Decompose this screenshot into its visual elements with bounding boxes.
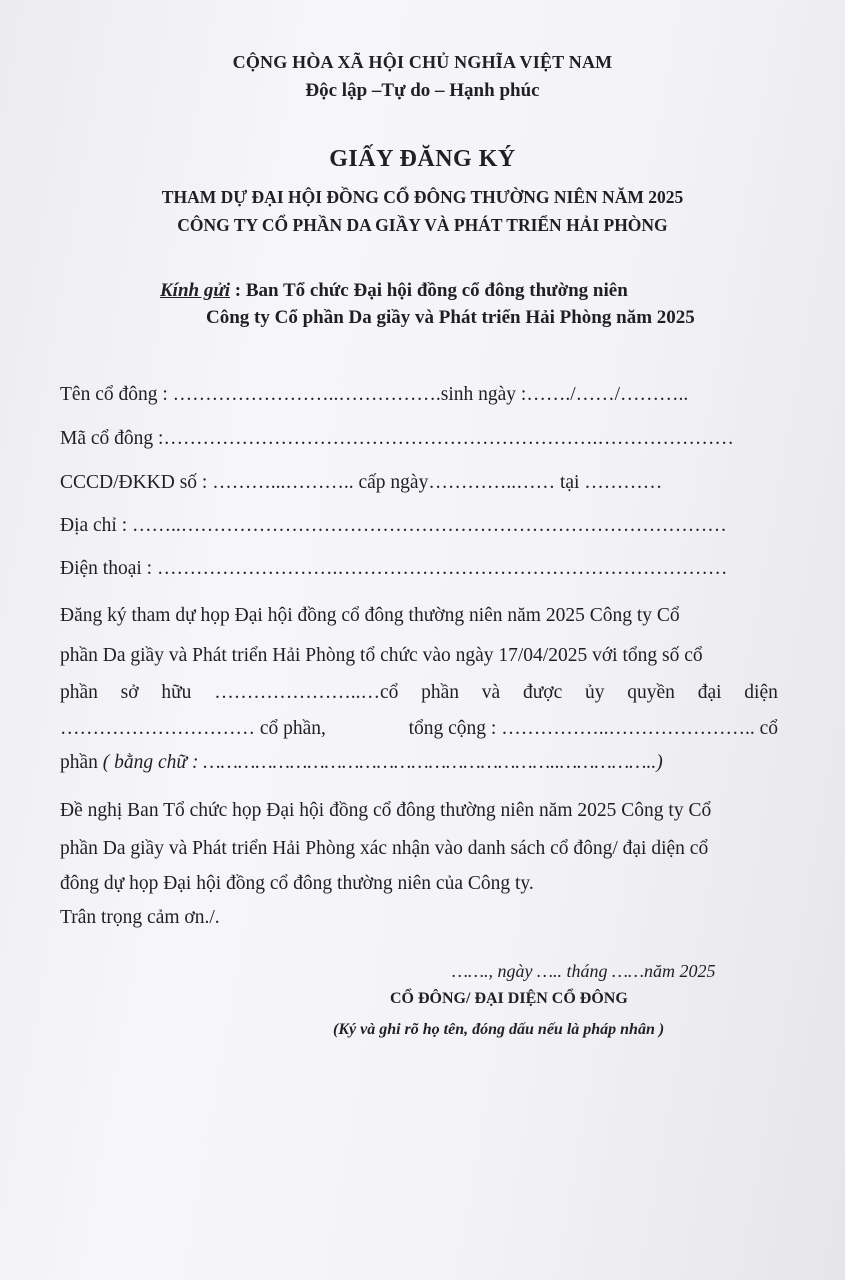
country-header: CỘNG HÒA XÃ HỘI CHỦ NGHĨA VIỆT NAM bbox=[232, 52, 613, 72]
field-phone: Điện thoại : ……………………….…………………………………………………… bbox=[60, 558, 728, 579]
body-p1-line-1: Đăng ký tham dự họp Đại hội đồng cổ đông thường niên năm 2025 Công ty Cổ bbox=[60, 605, 680, 626]
word: sở bbox=[120, 682, 139, 703]
segment: tổng cộng : ……………..………………….. cổ bbox=[408, 718, 778, 739]
thanks-line: Trân trọng cảm ơn./. bbox=[60, 907, 220, 928]
body-p1-line-3 bbox=[60, 682, 778, 704]
word: ủy bbox=[585, 682, 605, 703]
word: được bbox=[522, 682, 563, 703]
motto: Độc lập –Tự do – Hạnh phúc bbox=[305, 80, 540, 101]
document-title: GIẤY ĐĂNG KÝ bbox=[329, 146, 516, 172]
document-subtitle-1: THAM DỰ ĐẠI HỘI ĐỒNG CỔ ĐÔNG THƯỜNG NIÊN NĂM 2025 bbox=[161, 187, 684, 207]
field-shareholder-code: Mã cổ đông :………………………………………………………….………………… bbox=[60, 428, 734, 449]
word: diện bbox=[744, 682, 778, 703]
body-p2-line-2: phần Da giầy và Phát triển Hải Phòng xác nhận vào danh sách cổ đông/ đại diện cổ bbox=[60, 838, 709, 859]
word: đại bbox=[697, 682, 722, 703]
word: …………………..…cổ bbox=[214, 682, 399, 703]
body-p1-line-5 bbox=[60, 752, 663, 774]
segment: ………………………… cổ phần, bbox=[60, 718, 326, 739]
segment: phần bbox=[60, 752, 103, 773]
document-subtitle-2: CÔNG TY CỔ PHẦN DA GIẦY VÀ PHÁT TRIỂN HẢI PHÒNG bbox=[177, 215, 668, 235]
recipient-line-2: Công ty Cổ phần Da giầy và Phát triển Hải Phòng năm 2025 bbox=[206, 307, 695, 328]
recipient-label: Kính gửi bbox=[160, 280, 230, 301]
body-p2-line-3: đông dự họp Đại hội đồng cổ đông thường niên của Công ty. bbox=[60, 873, 534, 894]
word: và bbox=[481, 682, 501, 703]
word: phần bbox=[60, 682, 98, 703]
word: hữu bbox=[161, 682, 192, 703]
word: quyền bbox=[627, 682, 675, 703]
recipient-text-1: : Ban Tổ chức Đại hội đồng cổ đông thường niên bbox=[230, 280, 628, 301]
signature-role: CỔ ĐÔNG/ ĐẠI DIỆN CỔ ĐÔNG bbox=[390, 990, 628, 1007]
field-id-number: CCCD/ĐKKD số : ………...……….. cấp ngày…………..…… tại ………… bbox=[60, 472, 663, 493]
body-p2-line-1: Đề nghị Ban Tổ chức họp Đại hội đồng cổ đông thường niên năm 2025 Công ty Cổ bbox=[60, 800, 712, 821]
field-shareholder-name: Tên cổ đông : ……………………..…………….sinh ngày :……./……/……….. bbox=[60, 384, 689, 405]
field-address: Địa chỉ : ……..………………………………………………………………………… bbox=[60, 515, 727, 536]
word: phần bbox=[421, 682, 460, 703]
in-words-field: ( bằng chữ : ……………………………………………………..……………..) bbox=[102, 752, 663, 773]
signature-date: ……., ngày ….. tháng ……năm 2025 bbox=[452, 961, 716, 981]
body-p1-line-2: phần Da giầy và Phát triển Hải Phòng tổ chức vào ngày 17/04/2025 với tổng số cổ bbox=[60, 645, 703, 666]
body-p1-line-4 bbox=[60, 718, 778, 740]
signature-note: (Ký và ghi rõ họ tên, đóng dấu nếu là pháp nhân ) bbox=[333, 1021, 665, 1038]
recipient-line-1 bbox=[160, 280, 628, 302]
